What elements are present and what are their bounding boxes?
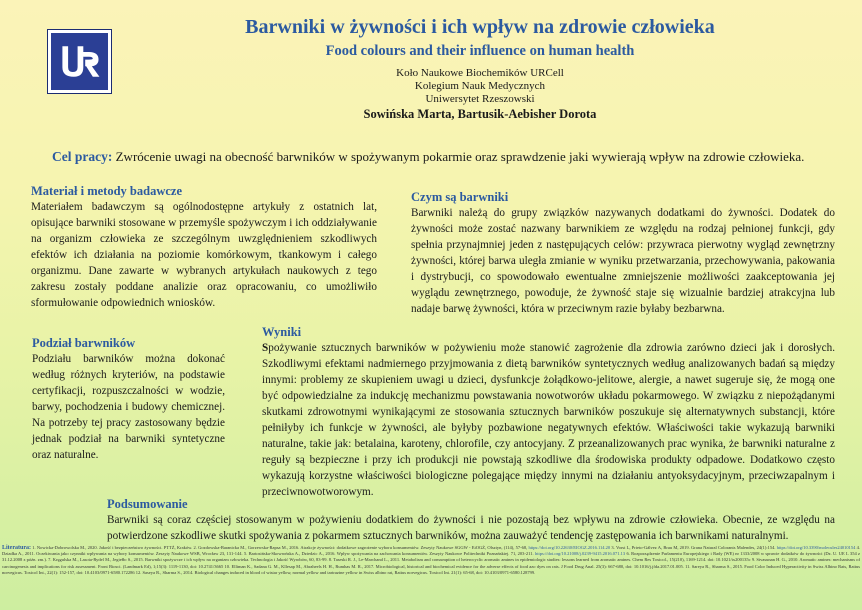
aim-section bbox=[52, 149, 842, 165]
literature-link-1[interactable]: https://doi.org/10.22630/EIOGZ.2016.114.20 bbox=[528, 545, 611, 550]
logo-text bbox=[51, 90, 52, 91]
wyniki-body bbox=[262, 340, 835, 500]
literature-link-2[interactable]: https://doi.org/10.3390/molecules24010154 bbox=[776, 545, 856, 550]
material-text: Materiałem badawczym są ogólnodostępne artykuły z ostatnich lat, opisujące barwniki stosowane w przemyśle spożywczym i ich oddziaływanie na organizm człowieka ze szczególnym uwzględnieniem szkodliwych efektów ich działania na poziomie komórkowym, tkankowym i całego organizmu. Dane zawarte w wybranych artykułach naukowych z tego zakresu zostały poddane analizie oraz opracowaniu, co umożliwiło sformułowanie odpowiednich wniosków. bbox=[31, 201, 377, 309]
literature-text-3: 4. Dziadka A., 2011. Oczekiwania jako czynniki wpływania na wybory konsumentów. Zeszyty Naukowe WSB, Wrocław 23, 131-144. 5. Bartosińska-Skowrońska A., Dziedzic A., 2016. Wpływ spożywania na zachowania konsumentów. Zeszyty Naukowe Politechniki Poznańskiej. 71, 203-211. bbox=[2, 545, 861, 557]
affiliation-university: Uniwersytet Rzeszowski bbox=[425, 93, 535, 105]
university-logo bbox=[48, 30, 111, 93]
podsumowanie-text: Barwniki są coraz częściej stosowanym w pożywieniu dodatkiem do żywności i nie pozostają bez wpływu na zdrowie człowieka. Obecnie, ze względu na potwierdzone szkodliwe skutki spożywania z pokarmem sztucznych barwników, można zauważyć tendencję zastępowania ich barwnikami naturalnymi. bbox=[107, 514, 835, 542]
literature-text-2: 3. Vorst L, Prieto-Gálvez A, Brau M, 2019. Grana Natural Colorants Malendes, 24(1):154. bbox=[611, 545, 776, 550]
wyniki-heading: Wyniki bbox=[262, 325, 302, 339]
affiliation-college: Kolegium Nauk Medycznych bbox=[414, 80, 546, 92]
ur-logo-icon bbox=[51, 33, 108, 90]
czym-heading: Czym są barwniki bbox=[411, 190, 509, 204]
literature-link-3[interactable]: https://doi.org/10.21008/j.0239-9415.2016.071.13 bbox=[534, 551, 626, 557]
podsumowanie-heading: Podsumowanie bbox=[107, 497, 188, 511]
poster-subtitle: Food colours and their influence on human health bbox=[325, 43, 635, 59]
literature-label: Literatura: bbox=[2, 545, 31, 551]
poster-title: Barwniki w żywności i ich wpływ na zdrowie człowieka bbox=[245, 16, 715, 38]
literature-text-1: 1. Nowicka-Dobrowolska M., 2020. Jakość i bezpieczeństwo żywności. PTTŻ, Kraków. 2. Gozdowska-Baranicka M., Gorzewska-Rapsa M., 2016. Atrakcje żywności: dodatkowe zagrożenie wyboru konsumentów. Zeszyty Naukowe SGGW - EiOGŻ, Olsztyn, (114), 57-68, bbox=[32, 545, 528, 550]
wyniki-dropcap: S bbox=[262, 342, 269, 354]
aim-text: Zwrócenie uwagi na obecność barwników w spożywanym pokarmie oraz sprawdzenie jaki wywierają wpływ na zdrowie człowieka. bbox=[115, 149, 805, 164]
podzial-heading: Podział barwników bbox=[32, 336, 136, 350]
podzial-text: Podziału barwników można dokonać według różnych kryteriów, na podstawie certyfikacji, rozpuszczalności w wodzie, barwy, pochodzenia i budowy chemicznej. Na potrzeby tej pracy zastosowany będzie jednak podział na barwniki syntetyczne oraz naturalne. bbox=[32, 353, 225, 461]
literature-text-4: 6. Rozporządzenie Parlamentu Europejskiego i Rady (WE) nr 1333/2008 w sprawie dodatków do żywności (Dz. U. UE L 354 z 31.12.2008 z późn. zm.). 7. Kręgulska M., Lasota-Rydel M., Jegiełło S., 2015. Barwniki spożywcze i ich wpływ na organizm człowieka. Technologia i Jakość Wyrobów, 60, 83-99. 8. Taseski R. J., Le-Marchand L., 2011. Metabolism and consumption of heterocyclic aromatic amines in epidemiologic studies: lessons learned from aromatic amines. Chem Res Toxicol., 15(210), 1169-1214. doi: 10.1021/tx200135c 9. Sivasunan H. G., 2010. Aromatic amines: mechanisms of carcinogenesis and implications for risk assessment. Front Biosci. (Landmark Ed), 1;15(3): 1119-1130, doi: 10.2741/3665 10. Elliman K., Sadana G. M., Kllesap M., Abraheels H. H., Rumhas M. R., 2017. Microbiological, historical and biochemical evidence for the adverse effects of food azo dyes on rats. J Food Drug Anal. 25(3): 667-680, doi: 10.1016/j.jfda.2017.01.005. 11. Sareya R., Sharma S., 2015. Food Color Induced Hyperactivity in Swiss Albino Rats, Rattus norvegicus. Toxicol Int., 22(1): 152-157, doi: 10.4103/0971-6580.172286 12. Saseya R., Sharma S., 2014. Biological changes induced in blood of wistar yellow, normal yellow and tartrazine yellow in Swiss albino rat, Rattus norvegicus. Toxicol Int. 21(1): 65-68, doi: 10.4103/0971-6580.128799. bbox=[2, 551, 861, 575]
affiliation-club: Koło Naukowe Biochemików URCell bbox=[396, 67, 564, 79]
czym-text: Barwniki należą do grupy związków nazywanych dodatkami do żywności. Dodatek do żywności może zostać nazwany barwnikiem ze względu na rodzaj pełnionej funkcji, gdy spełnia przynajmniej jeden z następujących celów: przywraca pierwotny wygląd zewnętrzny żywności, której barwa uległa zmianie w wyniku przetwarzania, przechowywania, pakowania i dystrybucji, co spowodowało ewentualne zmniejszenie możliwości zaakceptowania jej wyglądu zewnętrznego, powoduje, że żywność staje się wizualnie bardziej atrakcyjna lub nadaje barwę żywności, która w przeciwnym razie byłaby bezbarwna. bbox=[411, 207, 835, 315]
authors: Sowińska Marta, Bartusik-Aebisher Dorota bbox=[363, 107, 597, 121]
wyniki-text: pożywanie sztucznych barwników w pożywieniu może stanowić zagrożenie dla zdrowia zarówno dzieci jak i dorosłych. Szkodliwymi efektami nadmiernego przyjmowania z dietą barwników syntetycznych według analizowanych badań są między innymi: problemy ze skupieniem uwagi u dzieci, dysfunkcje żołądkowo-jelitowe, alergie, a nawet sugeruje się, że mogą one być odpowiedzialne za indukcję mechanizmu powstawania nowotworów układu pokarmowego. W związku z niepożądanymi skutkami zdrowotnymi wynikającymi ze stosowania sztucznych barwników poszukuje się alternatywnych substancji, które pełniłyby ich funkcje w żywności, ale byłyby pozbawione negatywnych efektów. Właściwości takie wykazują barwniki naturalne, takie jak: betalaina, karoteny, chlorofile, czy antocyjany. Z przeanalizowanych prac wynika, że barwniki naturalne z reguły są bezpieczne i przy ich produkcji nie powstają szkodliwe dla środowiska produkty odpadowe. Dodatkowo często wykazują korzystne właściwości biologiczne polegające między innymi na działaniu antyoksydacyjnym, przeciwzapalnym i przeciwnowotworowym. bbox=[262, 342, 835, 498]
material-heading: Materiał i metody badawcze bbox=[31, 184, 183, 198]
literature-section bbox=[2, 545, 860, 576]
aim-label: Cel pracy: bbox=[52, 149, 113, 164]
